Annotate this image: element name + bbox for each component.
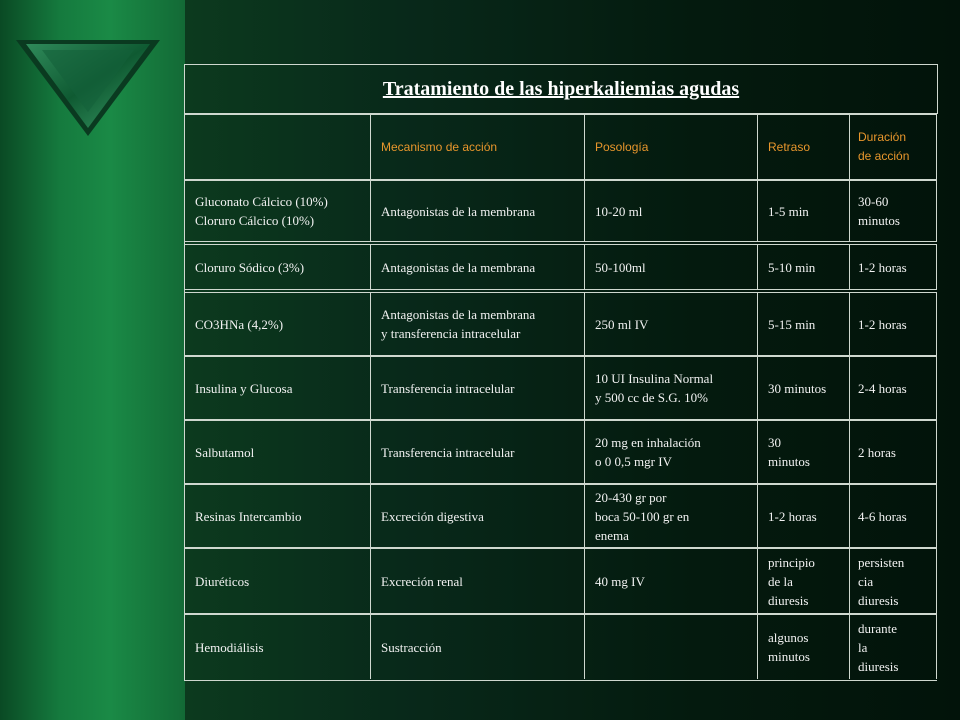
cell-duration: persisten cia diuresis [850,549,937,613]
header-cell-empty [185,115,371,179]
cell-dosage: 250 ml IV [585,293,758,355]
cell-mechanism: Excreción digestiva [371,485,585,547]
cell-dosage [585,615,758,679]
cell-mechanism: Excreción renal [371,549,585,613]
cell-agent: Gluconato Cálcico (10%) Cloruro Cálcico (10%) [185,181,371,241]
cell-delay: 5-15 min [758,293,850,355]
cell-agent: Resinas Intercambio [185,485,371,547]
title-row [185,64,938,114]
cell-delay: 5-10 min [758,245,850,289]
cell-duration: 1-2 horas [850,245,937,289]
treatment-table [184,64,937,681]
cell-dosage: 40 mg IV [585,549,758,613]
cell-duration: durante la diuresis [850,615,937,679]
table-row [185,356,937,420]
cell-dosage: 20 mg en inhalación o 0 0,5 mgr IV [585,421,758,483]
cell-dosage: 10-20 ml [585,181,758,241]
header-cell-mecanismo: Mecanismo de acción [371,115,585,179]
cell-dosage: 50-100ml [585,245,758,289]
cell-duration: 2 horas [850,421,937,483]
cell-duration: 2-4 horas [850,357,937,419]
cell-delay: 1-2 horas [758,485,850,547]
cell-duration: 1-2 horas [850,293,937,355]
cell-mechanism: Transferencia intracelular [371,421,585,483]
table-header-row [185,114,937,180]
cell-agent: Diuréticos [185,549,371,613]
header-cell-retraso: Retraso [758,115,850,179]
cell-delay: 30 minutos [758,421,850,483]
cell-agent: Salbutamol [185,421,371,483]
cell-mechanism: Sustracción [371,615,585,679]
cell-delay: algunos minutos [758,615,850,679]
table-row [185,420,937,484]
table-row [185,292,937,356]
cell-agent: Insulina y Glucosa [185,357,371,419]
cell-duration: 30-60 minutos [850,181,937,241]
header-cell-duracion: Duración de acción [850,115,937,179]
table-row [185,614,937,679]
cell-dosage: 20-430 gr por boca 50-100 gr en enema [585,485,758,547]
cell-duration: 4-6 horas [850,485,937,547]
cell-mechanism: Antagonistas de la membrana [371,181,585,241]
cell-mechanism: Antagonistas de la membrana [371,245,585,289]
cell-delay: 1-5 min [758,181,850,241]
cell-mechanism: Antagonistas de la membrana y transferencia intracelular [371,293,585,355]
cell-delay: principio de la diuresis [758,549,850,613]
header-cell-posologia: Posología [585,115,758,179]
cell-agent: CO3HNa (4,2%) [185,293,371,355]
cell-delay: 30 minutos [758,357,850,419]
green-triangle-logo [12,38,164,138]
table-row [185,484,937,548]
table-row [185,244,937,290]
table-row [185,180,937,242]
table-row [185,548,937,614]
page-title: Tratamiento de las hiperkaliemias agudas [382,77,740,100]
cell-agent: Hemodiálisis [185,615,371,679]
cell-dosage: 10 UI Insulina Normal y 500 cc de S.G. 10% [585,357,758,419]
cell-agent: Cloruro Sódico (3%) [185,245,371,289]
cell-mechanism: Transferencia intracelular [371,357,585,419]
